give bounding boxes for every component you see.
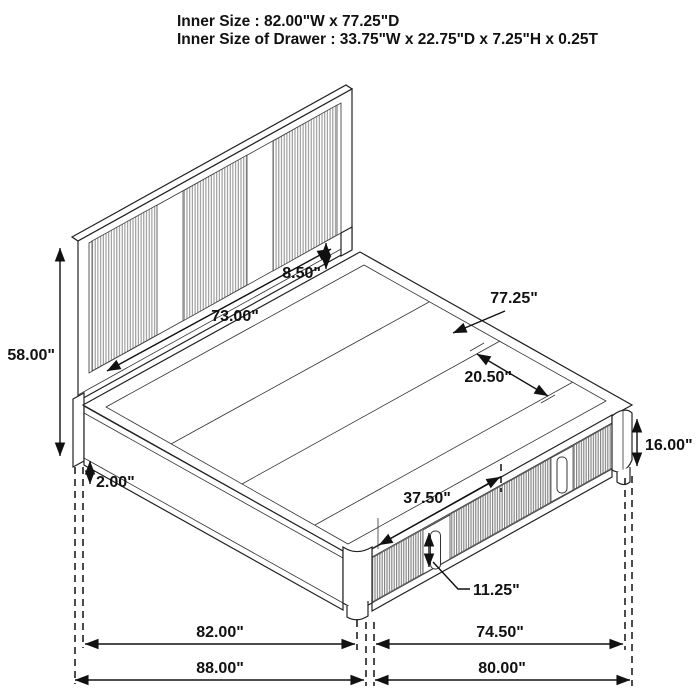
dim-footboard-height	[637, 419, 693, 466]
drawer-handle-slot-2	[557, 457, 567, 493]
dim-label-headboard-panel-width: 73.00"	[211, 308, 259, 325]
dim-inner-width	[85, 624, 355, 644]
dim-label-rail-bottom-clearance: 2.00"	[96, 474, 135, 491]
dim-label-slat-panel-width: 20.50"	[464, 369, 512, 386]
front-corner-post	[343, 547, 372, 608]
headboard-left-post	[73, 393, 84, 467]
dim-label-headboard-rail-height: 8.50"	[282, 265, 321, 282]
drawer-handle-slot-1	[431, 531, 441, 569]
dim-label-footboard-inner-width: 74.50"	[476, 624, 524, 641]
dim-label-drawer-handle-height: 11.25"	[473, 582, 520, 599]
dim-overall-depth	[375, 660, 630, 680]
title-line-1: Inner Size : 82.00"W x 77.25"D	[177, 13, 400, 30]
title-block	[177, 13, 598, 48]
dim-label-inner-width: 82.00"	[196, 624, 244, 641]
dim-overall-width	[75, 660, 364, 680]
dim-label-overall-depth: 80.00"	[478, 660, 526, 677]
dim-label-overall-width: 88.00"	[196, 660, 244, 677]
dim-label-headboard-height: 58.00"	[7, 347, 55, 364]
title-line-2: Inner Size of Drawer : 33.75"W x 22.75"D x 7.25"H x 0.25T	[177, 31, 598, 48]
dim-label-drawer-front-width: 37.50"	[403, 490, 451, 507]
dim-label-inner-depth: 77.25"	[490, 290, 538, 307]
dim-label-footboard-height: 16.00"	[645, 437, 693, 454]
dim-footboard-inner-width	[376, 624, 623, 644]
dim-headboard-height	[7, 248, 60, 456]
right-corner-post	[612, 410, 632, 472]
